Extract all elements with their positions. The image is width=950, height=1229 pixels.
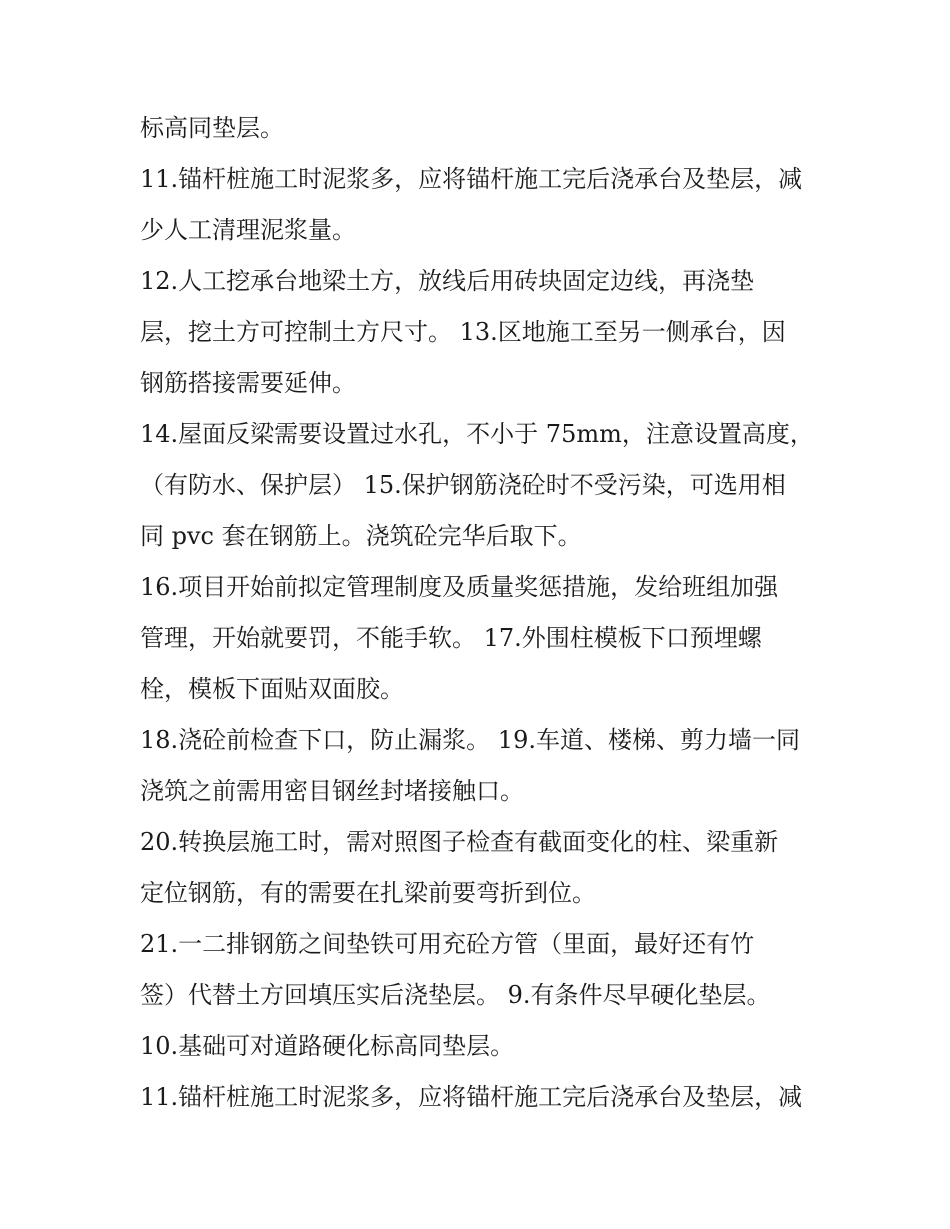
- text-line-19: 10.基础可对道路硬化标高同垫层。: [140, 1032, 515, 1060]
- text-line-14: 浇筑之前需用密目钢丝封堵接触口。: [140, 777, 524, 805]
- text-line-12: 栓，模板下面贴双面胶。: [140, 675, 404, 703]
- text-line-17: 21.一二排钢筋之间垫铁可用充砼方管（里面，最好还有竹: [140, 930, 755, 958]
- text-line-1: 标高同垫层。: [140, 114, 284, 142]
- text-line-18: 签）代替土方回填压实后浇垫层。 9.有条件尽早硬化垫层。: [140, 981, 771, 1009]
- text-line-15: 20.转换层施工时，需对照图子检查有截面变化的柱、梁重新: [140, 828, 779, 856]
- text-line-10: 16.项目开始前拟定管理制度及质量奖惩措施，发给班组加强: [140, 573, 779, 601]
- text-line-8: （有防水、保护层） 15.保护钢筋浇砼时不受污染，可选用相: [140, 471, 786, 499]
- text-line-5: 层，挖土方可控制土方尺寸。 13.区地施工至另一侧承台，因: [140, 318, 786, 346]
- text-line-2: 11.锚杆桩施工时泥浆多，应将锚杆施工完后浇承台及垫层，减: [140, 165, 803, 193]
- text-line-3: 少人工清理泥浆量。: [140, 216, 356, 244]
- text-line-6: 钢筋搭接需要延伸。: [140, 369, 356, 397]
- text-line-9: 同 pvc 套在钢筋上。浇筑砼完华后取下。: [140, 522, 582, 550]
- text-line-16: 定位钢筋，有的需要在扎梁前要弯折到位。: [140, 879, 596, 907]
- text-line-13: 18.浇砼前检查下口，防止漏浆。 19.车道、楼梯、剪力墙一同: [140, 726, 800, 754]
- text-line-4: 12.人工挖承台地梁土方，放线后用砖块固定边线，再浇垫: [140, 267, 755, 295]
- text-line-7: 14.屋面反梁需要设置过水孔，不小于 75mm，注意设置高度，: [140, 420, 814, 448]
- text-line-11: 管理，开始就要罚，不能手软。 17.外围柱模板下口预埋螺: [140, 624, 762, 652]
- text-line-20: 11.锚杆桩施工时泥浆多，应将锚杆施工完后浇承台及垫层，减: [140, 1083, 803, 1111]
